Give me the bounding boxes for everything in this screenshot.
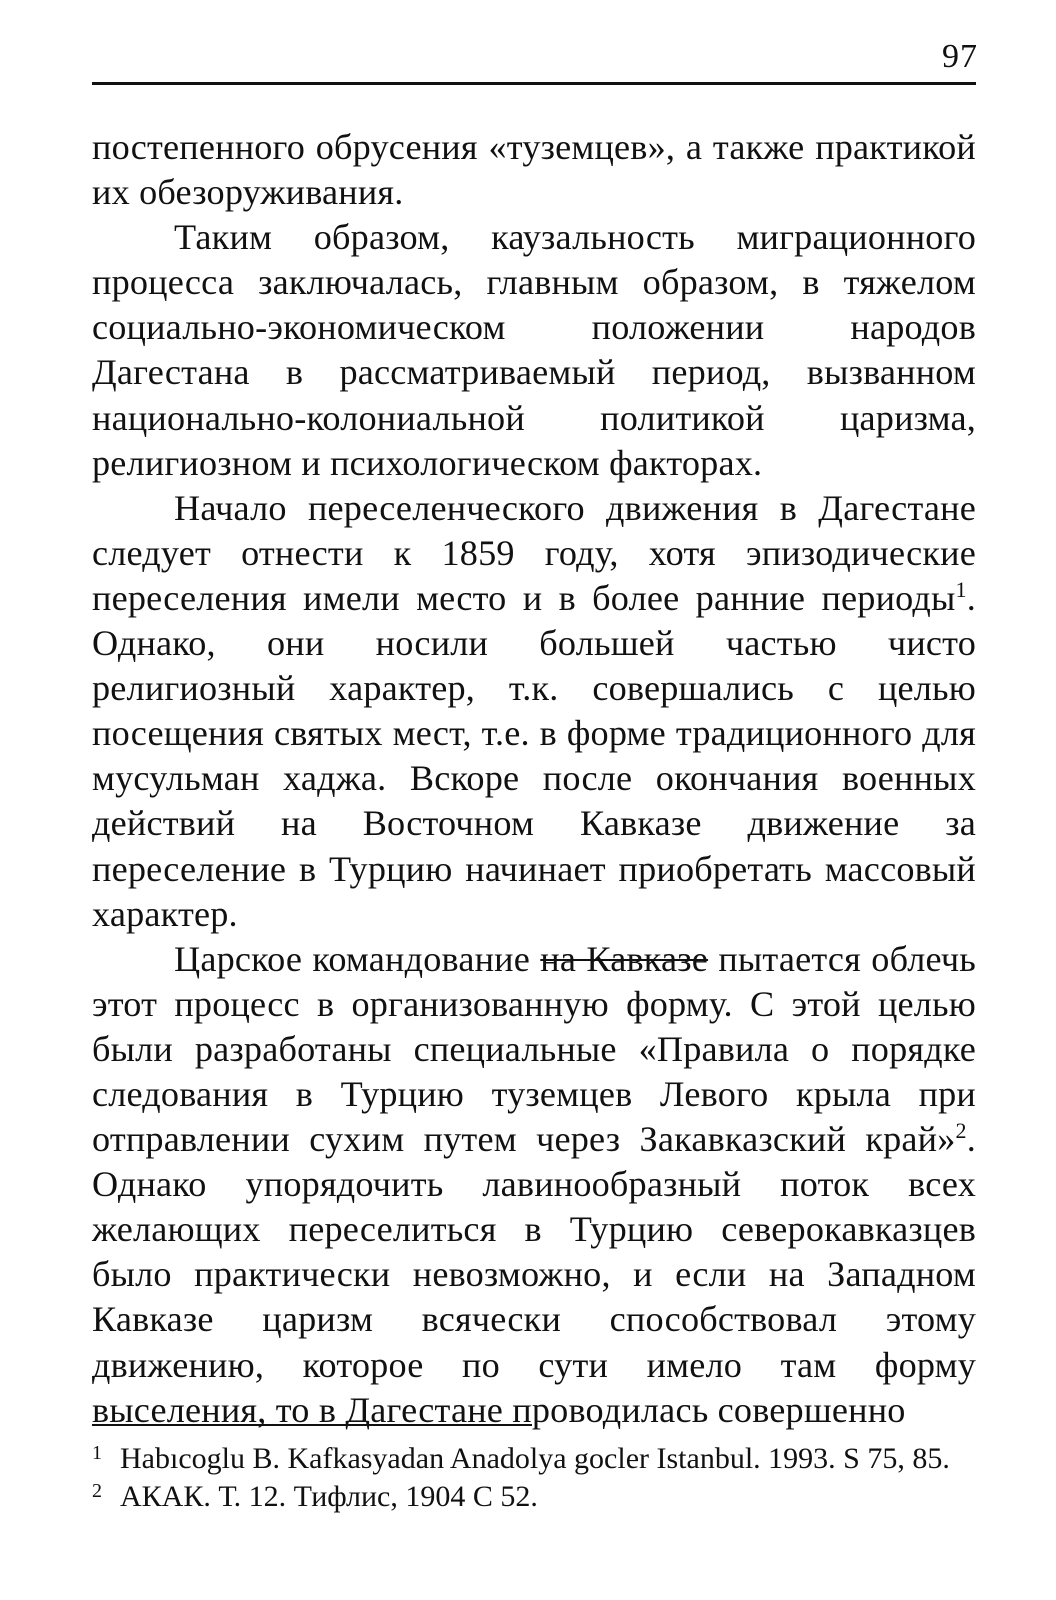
struck-text: на Кавказе	[540, 938, 709, 979]
main-text	[92, 125, 976, 1433]
paragraph-4-text-end: . Однако упорядочить лавинообразный поток всех желающих переселиться в Турцию северокавказцев было практически невозможно, и если на Западном Кавказе царизм всячески способствовал этому движению, которое по сути имело там форму выселения, то в Дагестане проводилась совершенно	[92, 1119, 976, 1430]
footnote-2-mark: 2	[92, 1480, 102, 1502]
footnote-2-text: АКАК. Т. 12. Тифлис, 1904 С 52.	[120, 1480, 538, 1513]
footnotes	[92, 1440, 976, 1516]
footnote-rule	[92, 1424, 532, 1426]
header-rule	[92, 82, 976, 85]
footnote-2	[92, 1478, 976, 1516]
paragraph-4-text-middle: пытается облечь этот процесс в организованную форму. С этой целью были разработаны специальные «Правила о порядке следования в Турцию туземцев Левого крыла при отправлении сухим путем через Закавказский край»	[92, 938, 976, 1160]
footnote-1	[92, 1440, 976, 1478]
paragraph-1-text: постепенного обрусения «туземцев», а также практикой их обезоруживания.	[92, 127, 976, 213]
footnote-ref-2: 2	[955, 1118, 967, 1143]
paragraph-1	[92, 125, 976, 215]
footnote-1-mark: 1	[92, 1442, 102, 1464]
paragraph-3-text-before: Начало переселенческого движения в Дагестане следует отнести к 1859 году, хотя эпизодические переселения имели место и в более ранние периоды	[92, 487, 976, 618]
paragraph-3	[92, 486, 976, 937]
page-number: 97	[942, 38, 978, 75]
paragraph-4	[92, 937, 976, 1433]
paragraph-2-text: Таким образом, каузальность миграционного процесса заключалась, главным образом, в тяжелом социально-экономическом положении народов Дагестана в рассматриваемый период, вызванном национально-колониальной политикой царизма, религиозном и психологическом факторах.	[92, 217, 976, 483]
paragraph-3-text-after: . Однако, они носили большей частью чисто религиозный характер, т.к. совершались с целью посещения святых мест, т.е. в форме традиционного для мусульман хаджа. Вскоре после окончания военных действий на Восточном Кавказе движение за переселение в Турцию начинает приобретать массовый характер.	[92, 577, 976, 934]
paragraph-4-text-start: Царское командование	[174, 938, 541, 979]
footnote-ref-1: 1	[955, 576, 967, 602]
footnote-1-text: Habıcoglu B. Kafkasyadan Anadolya gocler Istanbul. 1993. S 75, 85.	[120, 1442, 950, 1475]
paragraph-2	[92, 215, 976, 486]
